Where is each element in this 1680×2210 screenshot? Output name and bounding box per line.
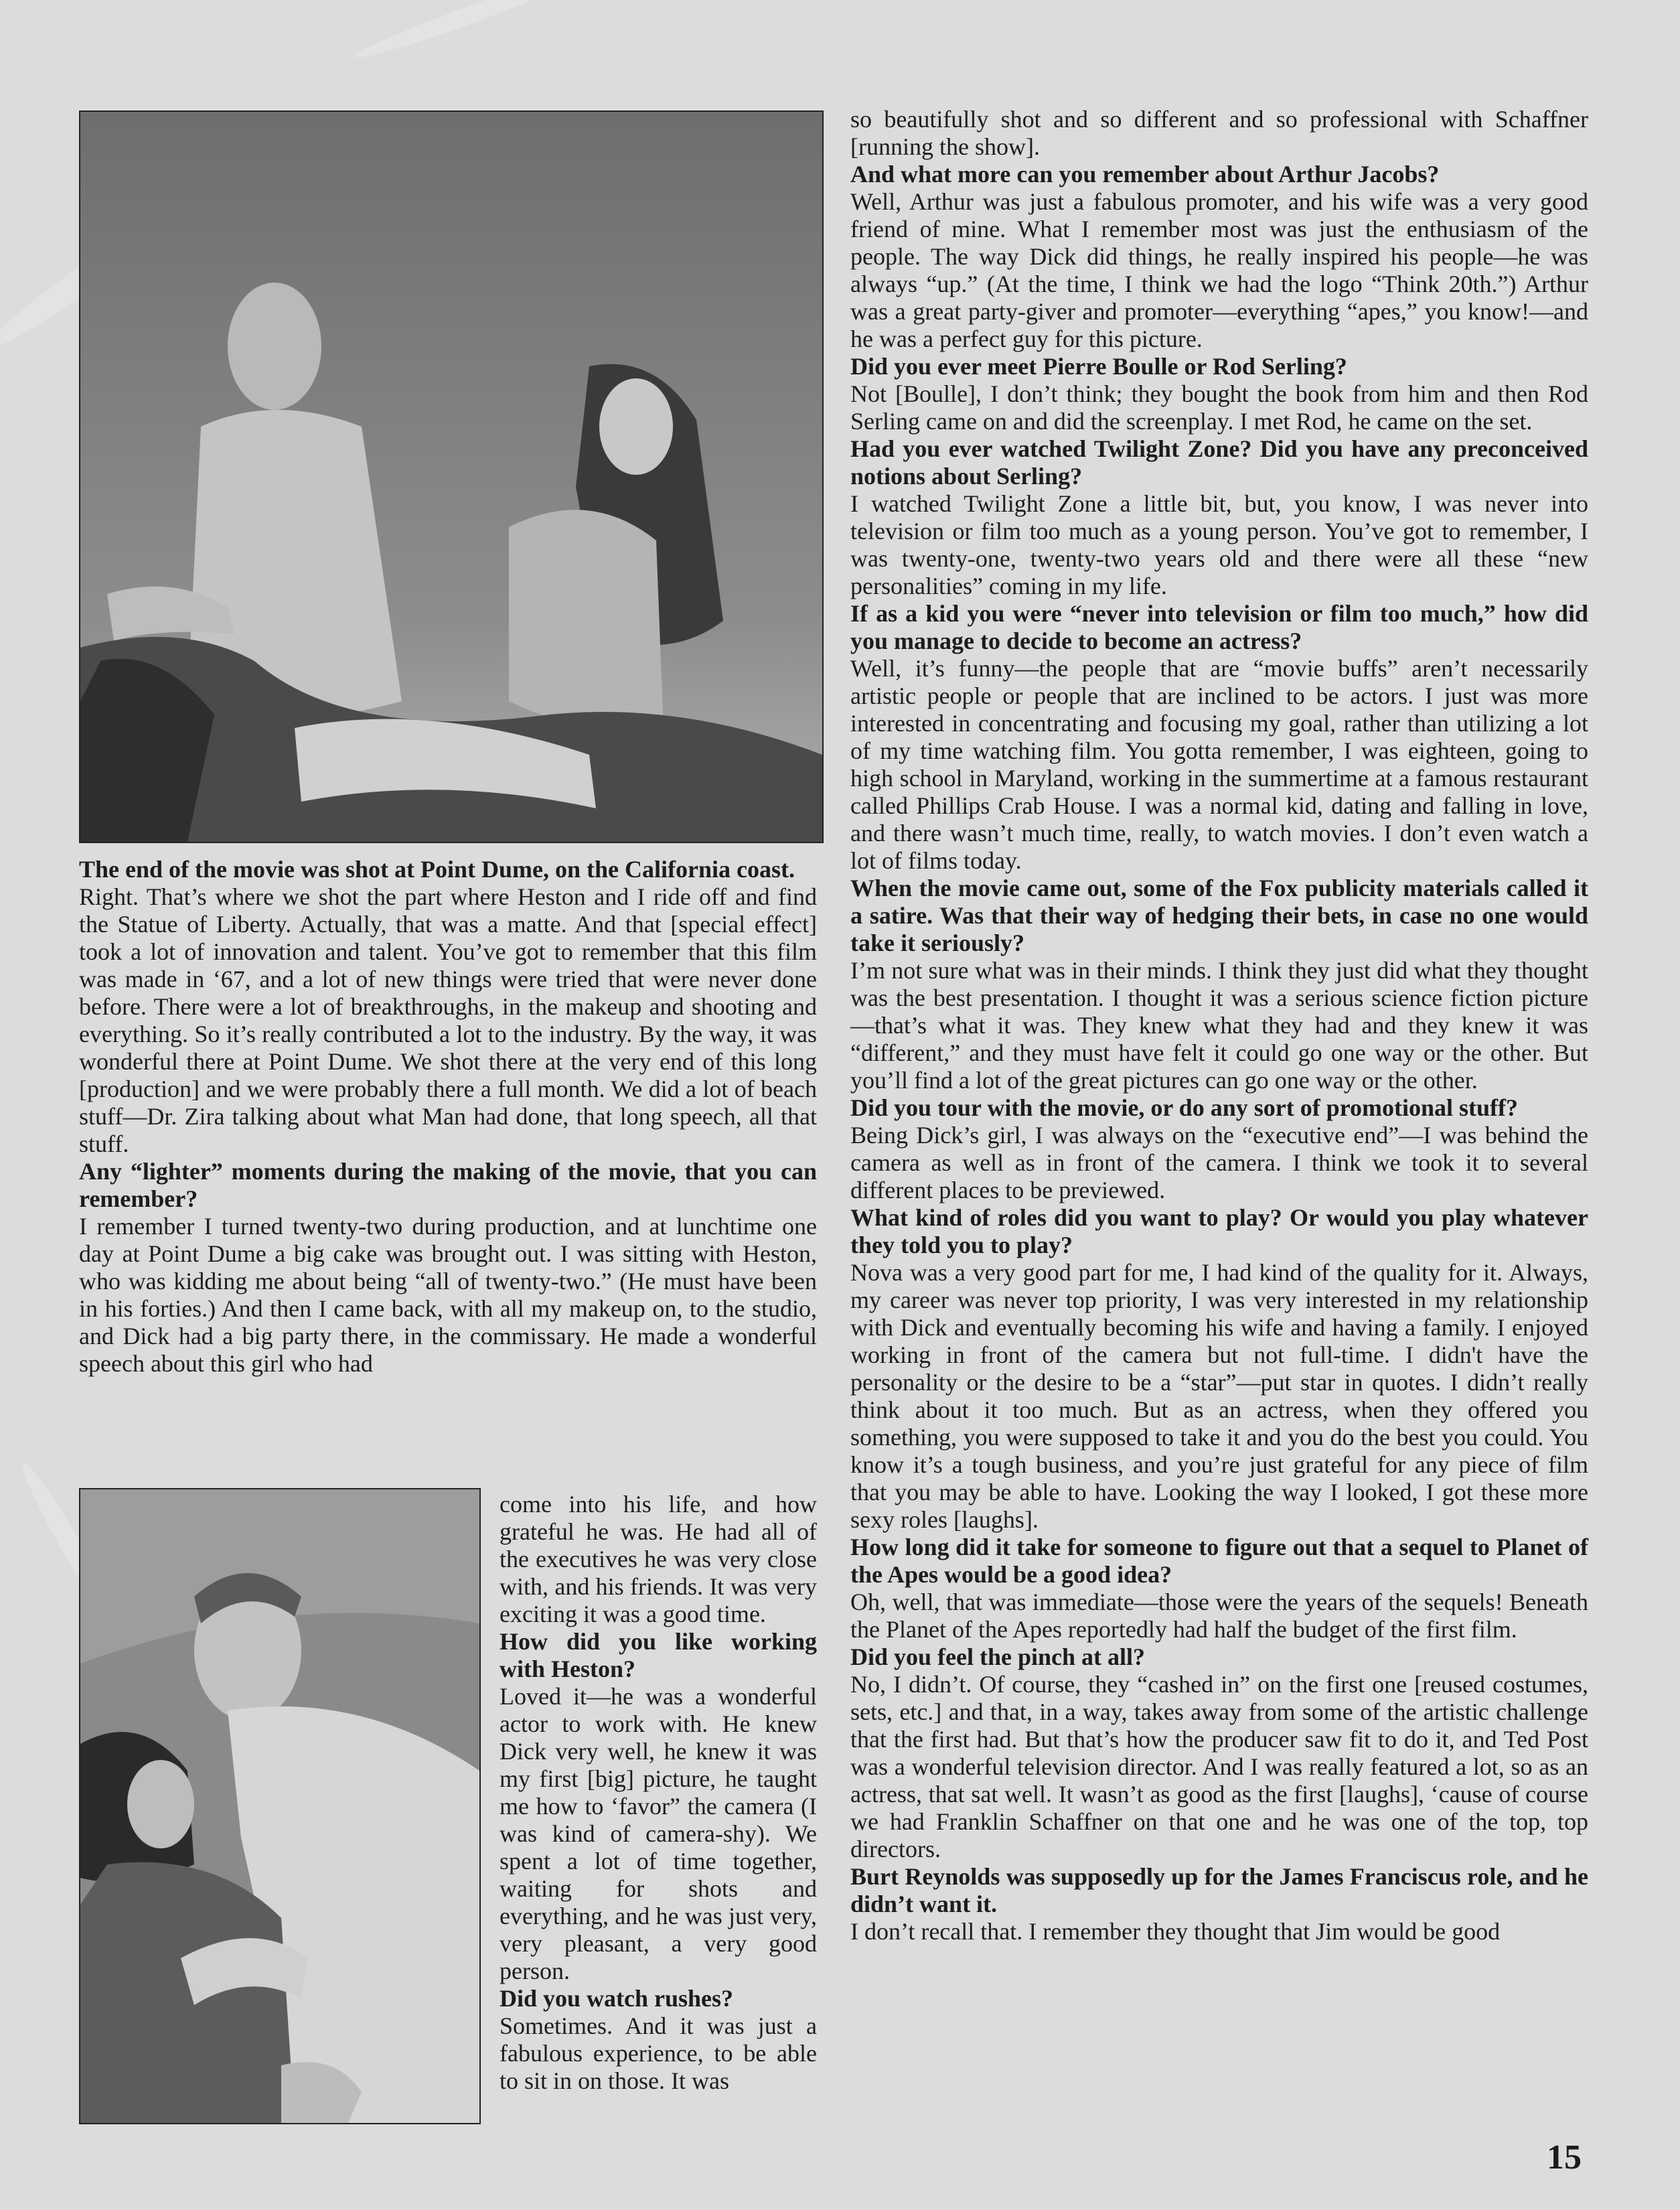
page-number: 15 [1547, 2138, 1582, 2177]
interview-question: When the movie came out, some of the Fox publicity materials called it a satire. Was that their way of hedging their bets, in case no one would take it seriously? [850, 875, 1588, 956]
photo-heston-nova-horse [79, 110, 824, 843]
interview-question: Any “lighter” moments during the making of the movie, that you can remember? [79, 1158, 817, 1212]
interview-answer: Oh, well, that was immediate—those were the years of the sequels! Beneath the Planet of the Apes reportedly had half the budget of the first film. [850, 1589, 1588, 1643]
interview-answer: Nova was a very good part for me, I had kind of the quality for it. Always, my career was never top priority, I was very interested in my relationship with Dick and eventually becoming his wife and having a family. I enjoyed working in front of the camera but not full-time. I didn't have the personality or the desire to be a “star”—put star in quotes. I didn’t really think about it too much. But as an actress, when they offered you something, you were supposed to take it and you do the best you could. You know it’s a tough business, and you’re just grateful for any piece of film that you may be able to have. Looking the way I looked, I got these more sexy roles [laughs]. [850, 1259, 1588, 1533]
interview-question: Did you ever meet Pierre Boulle or Rod Serling? [850, 353, 1347, 380]
interview-answer: Right. That’s where we shot the part where Heston and I ride off and find the Statue of Liberty. Actually, that was a matte. And that [special effect] took a lot of innovation and talent. You’ve got to remember that this film was made in ‘67, and a lot of new things were tried that were never done before. There were a lot of breakthroughs, in the makeup and shooting and everything. So it’s really contributed a lot to the industry. By the way, it was wonderful there at Point Dume. We shot there at the very end of this long [production] and we were probably there a full month. We did a lot of beach stuff—Dr. Zira talking about what Man had done, that long speech, all that stuff. [79, 883, 817, 1157]
interview-answer: Loved it—he was a wonderful actor to work with. He knew Dick very well, he knew it was my first [big] picture, he taught me how to ‘favor” the camera (I was kind of camera-shy). We spent a lot of time together, waiting for shots and everything, and he was just very, very pleasant, a very good person. [500, 1683, 817, 1984]
interview-question: What kind of roles did you want to play? Or would you play whatever they told you to play? [850, 1204, 1588, 1258]
photo-heston-nova-embrace [79, 1488, 481, 2124]
article-column-right [850, 106, 1588, 1945]
interview-question: If as a kid you were “never into television or film too much,” how did you manage to decide to become an actress? [850, 600, 1588, 654]
interview-question: How did you like working with Heston? [500, 1628, 817, 1682]
interview-answer: No, I didn’t. Of course, they “cashed in” on the first one [reused costumes, sets, etc.] and that, in a way, takes away from some of the artistic challenge that the first had. But that’s how the producer saw fit to do it, and Ted Post was a wonderful television director. And I was really featured a lot, so as an actress, that sat well. It wasn’t as good as the first [laughs], ‘cause of course we had Franklin Schaffner on that one and he was one of the top, top directors. [850, 1671, 1588, 1862]
interview-answer: Not [Boulle], I don’t think; they bought the book from him and then Rod Serling came on and did the screenplay. I met Rod, he came on the set. [850, 380, 1588, 435]
interview-answer: come into his life, and how grateful he was. He had all of the executives he was very close with, and his friends. It was very exciting it was a good time. [500, 1491, 817, 1627]
interview-answer: Well, it’s funny—the people that are “movie buffs” aren’t necessarily artistic people or people that are inclined to be actors. I just was more interested in concentrating and focusing my goal, rather than utilizing a lot of my time watching film. You gotta remember, I was eighteen, going to high school in Maryland, working in the summertime at a famous restaurant called Phillips Crab House. I was a normal kid, dating and falling in love, and there wasn’t much time, really, to watch movies. I don’t even watch a lot of films today. [850, 655, 1588, 874]
article-column-narrow [500, 1491, 817, 2095]
interview-question: Burt Reynolds was supposedly up for the James Franciscus role, and he didn’t want it. [850, 1863, 1588, 1917]
interview-question: Did you feel the pinch at all? [850, 1643, 1146, 1670]
interview-answer: I remember I turned twenty-two during production, and at lunchtime one day at Point Dume a big cake was brought out. I was sitting with Heston, who was kidding me about being “all of twenty-two.” (He must have been in his forties.) And then I came back, with all my makeup on, to the studio, and Dick had a big party there, in the commissary. He made a wonderful speech about this girl who had [79, 1213, 817, 1377]
interview-answer: Well, Arthur was just a fabulous promoter, and his wife was a very good friend of mine. What I remember most was just the enthusiasm of the people. The way Dick did things, he really inspired his people—he was always “up.” (At the time, I think we had the logo “Think 20th.”) Arthur was a great party-giver and promoter—everything “apes,” you know!—and he was a perfect guy for this picture. [850, 188, 1588, 352]
interview-answer: I’m not sure what was in their minds. I think they just did what they thought was the best presentation. I thought it was a serious science fiction picture—that’s what it was. They knew what they had and they knew it was “different,” and they must have felt it could go one way or the other. But you’ll find a lot of the great pictures can go one way or the other. [850, 957, 1588, 1094]
interview-answer: so beautifully shot and so different and so professional with Schaffner [running the show]. [850, 106, 1588, 160]
interview-answer: Sometimes. And it was just a fabulous experience, to be able to sit in on those. It was [500, 2012, 817, 2094]
interview-question: How long did it take for someone to figure out that a sequel to Planet of the Apes would be a good idea? [850, 1534, 1588, 1588]
background-streak [352, 0, 585, 65]
interview-answer: I watched Twilight Zone a little bit, but, you know, I was never into television or film too much as a young person. You’ve got to remember, I was twenty-one, twenty-two years old and there were all these “new personalities” coming in my life. [850, 490, 1588, 599]
article-column-left [79, 856, 817, 1378]
interview-answer: Being Dick’s girl, I was always on the “executive end”—I was behind the camera as well as in front of the camera. I think we took it to several different places to be previewed. [850, 1122, 1588, 1203]
interview-answer: I don’t recall that. I remember they thought that Jim would be good [850, 1918, 1501, 1945]
photo-heston-nova-horse-image [80, 112, 822, 842]
interview-question: Did you tour with the movie, or do any sort of promotional stuff? [850, 1094, 1519, 1121]
interview-question: The end of the movie was shot at Point Dume, on the California coast. [79, 856, 795, 883]
interview-question: Had you ever watched Twilight Zone? Did you have any preconceived notions about Serling? [850, 435, 1588, 490]
photo-heston-nova-embrace-image [80, 1489, 479, 2123]
interview-question: Did you watch rushes? [500, 1985, 734, 2012]
interview-question: And what more can you remember about Arthur Jacobs? [850, 161, 1440, 188]
